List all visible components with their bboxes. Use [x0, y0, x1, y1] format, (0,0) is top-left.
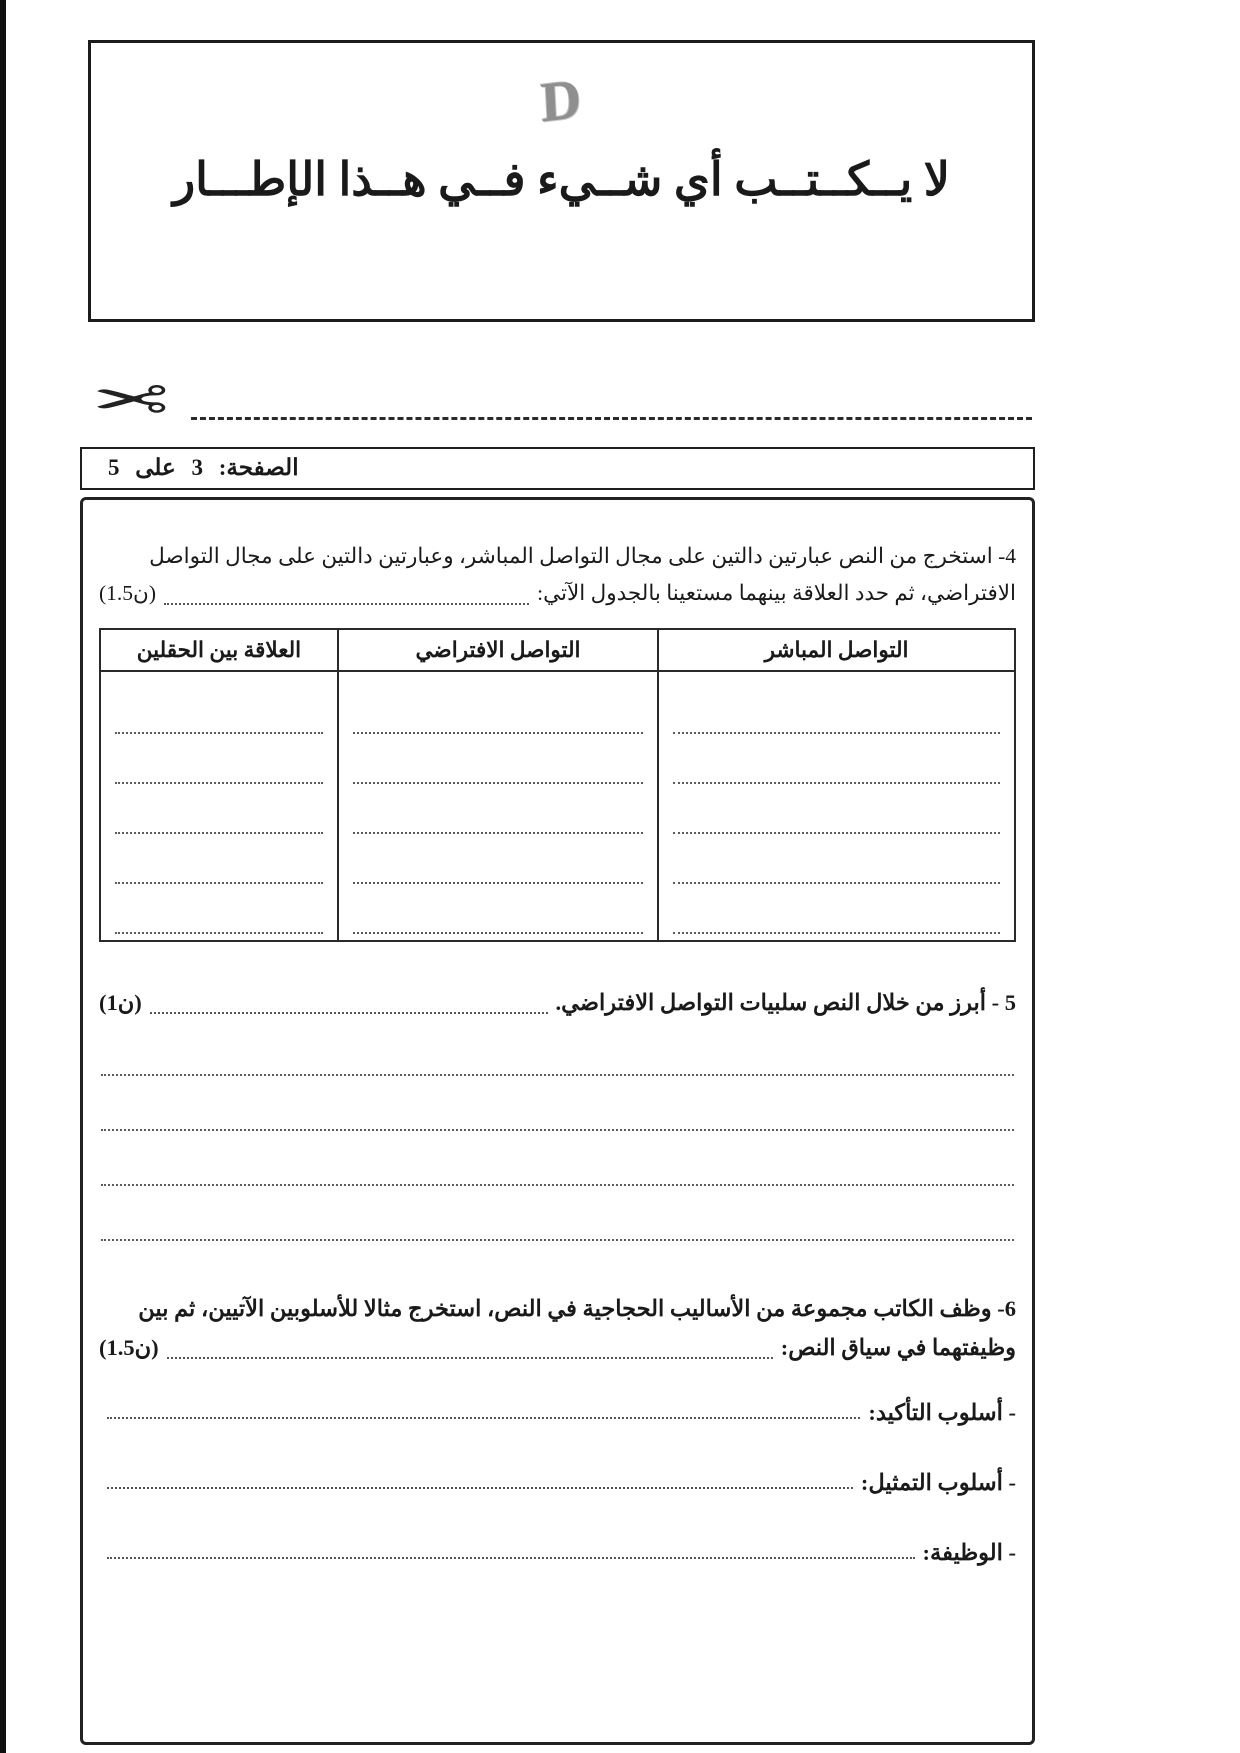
answer-dotted-line — [115, 884, 323, 934]
q4-answer-cell-direct — [658, 671, 1015, 941]
answer-dotted-line — [673, 734, 1000, 784]
page-label: الصفحة: — [218, 455, 299, 480]
no-write-text: لا يــكــتــب أي شــيء فــي هــذا الإطـــار — [172, 153, 951, 205]
q6-item-example-label: - أسلوب التمثيل: — [860, 1470, 1016, 1495]
dot-leader — [107, 1487, 853, 1489]
scan-edge-artifact — [0, 0, 6, 1753]
page-of-word: على — [135, 455, 176, 480]
scissors-icon: ✂ — [92, 366, 170, 436]
q4-text-line2: الافتراضي، ثم حدد العلاقة بينهما مستعينا بالجدول الآتي: — [537, 581, 1016, 605]
q6-item-function — [99, 1540, 1016, 1566]
page-number: 3 — [191, 455, 204, 480]
page-total: 5 — [108, 455, 120, 480]
q6-item-example — [99, 1470, 1016, 1496]
answer-dotted-line — [353, 884, 643, 934]
q6-points: (1.5ن) — [99, 1335, 159, 1360]
answer-dotted-line — [673, 834, 1000, 884]
answer-dotted-line — [353, 784, 643, 834]
answer-dotted-line — [353, 684, 643, 734]
answer-dotted-line — [101, 1021, 1014, 1076]
question-4 — [99, 538, 1016, 612]
answer-dotted-line — [101, 1131, 1014, 1186]
no-write-frame — [88, 40, 1035, 322]
q6-item-emphasis-label: - أسلوب التأكيد: — [868, 1400, 1016, 1425]
q4-answer-cell-virtual — [338, 671, 658, 941]
dot-leader — [107, 1557, 915, 1559]
q4-text-line1: 4- استخرج من النص عبارتين دالتين على مجال التواصل المباشر، وعبارتين دالتين على مجال التواصل — [149, 544, 1016, 568]
answer-dotted-line — [673, 784, 1000, 834]
q4-table-header-relation: العلاقة بين الحقلين — [100, 629, 338, 671]
q6-text-line2: وظيفتهما في سياق النص: — [780, 1335, 1016, 1360]
q6-item-emphasis — [99, 1400, 1016, 1426]
answer-dotted-line — [353, 834, 643, 884]
dot-leader — [167, 1357, 773, 1359]
dot-leader — [150, 1012, 548, 1014]
answer-dotted-line — [101, 1076, 1014, 1131]
question-5 — [99, 984, 1016, 1021]
answer-dotted-line — [101, 1186, 1014, 1241]
exam-body-frame — [80, 497, 1035, 1745]
page-number-bar — [80, 447, 1035, 490]
q6-item-function-label: - الوظيفة: — [922, 1540, 1016, 1565]
q4-table-header-virtual: التواصل الافتراضي — [338, 629, 658, 671]
dot-leader — [107, 1417, 860, 1419]
q4-table-header-direct: التواصل المباشر — [658, 629, 1015, 671]
answer-dotted-line — [673, 884, 1000, 934]
stamp-d: D — [538, 67, 585, 135]
answer-dotted-line — [353, 734, 643, 784]
question-6 — [99, 1289, 1016, 1366]
q4-answer-table — [99, 628, 1016, 942]
q4-points: (1.5ن) — [99, 581, 157, 605]
answer-dotted-line — [673, 684, 1000, 734]
q4-answer-cell-relation — [100, 671, 338, 941]
answer-dotted-line — [115, 784, 323, 834]
q6-text-line1: 6- وظف الكاتب مجموعة من الأساليب الحجاجية في النص، استخرج مثالا للأسلوبين الآتيين، ثم بين — [138, 1296, 1016, 1321]
q5-points: (1ن) — [99, 990, 142, 1015]
answer-dotted-line — [115, 684, 323, 734]
q5-text: 5 - أبرز من خلال النص سلبيات التواصل الافتراضي. — [555, 990, 1016, 1015]
dot-leader — [164, 603, 529, 605]
answer-dotted-line — [115, 734, 323, 784]
dashed-cut-line — [191, 417, 1032, 420]
q5-answer-lines — [99, 1021, 1016, 1241]
cut-line-row — [80, 366, 1032, 436]
answer-dotted-line — [115, 834, 323, 884]
